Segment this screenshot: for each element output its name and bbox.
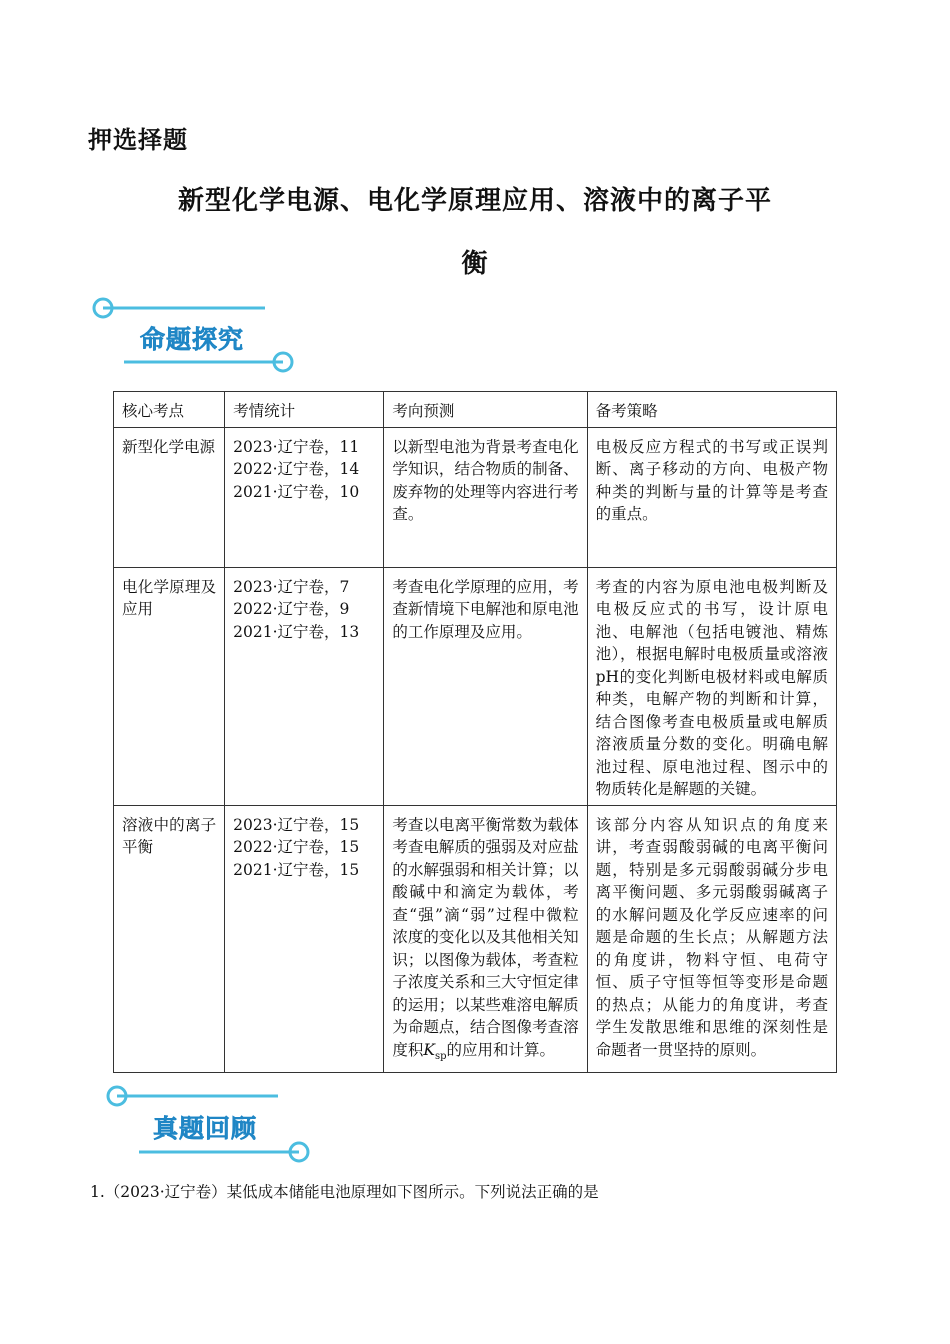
header-cell: 考情统计 [225, 392, 384, 428]
table-row [114, 805, 837, 1073]
banner-exploration [90, 292, 300, 378]
years-cell [225, 567, 384, 805]
exam-plan-table [113, 391, 837, 1073]
forecast-text-end: 的应用和计算。 [446, 1040, 556, 1059]
topic-cell: 电化学原理及应用 [114, 567, 225, 805]
forecast-cell [384, 805, 587, 1073]
year-entry: 2022·辽宁卷，14 [233, 460, 360, 478]
topic-cell: 新型化学电源 [114, 427, 225, 567]
banner-review [103, 1080, 318, 1166]
header-cell: 核心考点 [114, 392, 225, 428]
question-1: 1.（2023·辽宁卷）某低成本储能电池原理如下图所示。下列说法正确的是 [90, 1183, 599, 1201]
strategy-cell: 电极反应方程式的书写或正误判断、离子移动的方向、电极产物种类的判断与量的计算等是考查的重点。 [587, 427, 836, 567]
year-entry: 2022·辽宁卷，9 [233, 600, 350, 618]
year-entry: 2023·辽宁卷，11 [233, 437, 360, 456]
forecast-cell: 以新型电池为背景考查电化学知识，结合物质的制备、废弃物的处理等内容进行考查。 [384, 427, 587, 567]
strategy-cell: 该部分内容从知识点的角度来讲，考查弱酸弱碱的电离平衡问题，特别是多元弱酸弱碱分步电离平衡问题、多元弱酸弱碱离子的水解问题及化学反应速率的问题是命题的生长点；从解题方法的角度讲，物料守恒、电荷守恒、质子守恒等恒等变形是命题的热点；从能力的角度讲，考查学生发散思维和思维的深刻性是命题者一贯坚持的原则。 [587, 805, 836, 1073]
banner-exploration-label: 命题探究 [140, 325, 245, 354]
table-header-row [114, 392, 837, 428]
table-row [114, 567, 837, 805]
strategy-cell: 考查的内容为原电池电极判断及电极反应式的书写，设计原电池、电解池（包括电镀池、精炼池），根据电解时电极质量或溶液pH的变化判断电极材料或电解质种类，电解产物的判断和计算，结合图像考查电极质量或电解质溶液质量分数的变化。明确电解池过程、原电池过程、图示中的物质转化是解题的关键。 [587, 567, 836, 805]
table-row [114, 427, 837, 567]
years-cell [225, 427, 384, 567]
page-title-line1: 新型化学电源、电化学原理应用、溶液中的离子平 [177, 186, 772, 216]
year-entry: 2021·辽宁卷，10 [233, 482, 360, 501]
ksp-subscript: sp [434, 1050, 447, 1062]
forecast-text: 考查以电离平衡常数为载体考查电解质的强弱及对应盐的水解强弱和相关计算；以酸碱中和滴定为载体，考查“强”滴“弱”过程中微粒浓度的变化以及其他相关知识；以图像为载体，考查粒子浓度关系和三大守恒定律的运用；以某些难溶电解质为命题点，结合图像考查溶度积 [392, 815, 579, 1059]
year-entry: 2022·辽宁卷，15 [233, 838, 360, 856]
year-entry: 2023·辽宁卷，15 [233, 815, 360, 834]
banner-review-label: 真题回顾 [153, 1114, 258, 1143]
header-cell: 考向预测 [384, 392, 587, 428]
year-entry: 2023·辽宁卷，7 [233, 577, 350, 596]
page-title-line2: 衡 [461, 249, 489, 279]
header-cell: 备考策略 [587, 392, 836, 428]
year-entry: 2021·辽宁卷，13 [233, 622, 360, 641]
years-cell [225, 805, 384, 1073]
ksp-symbol: K [423, 1040, 435, 1059]
section-kicker: 押选择题 [88, 126, 188, 154]
topic-cell: 溶液中的离子平衡 [114, 805, 225, 1073]
year-entry: 2021·辽宁卷，15 [233, 860, 360, 879]
forecast-cell: 考查电化学原理的应用，考查新情境下电解池和原电池的工作原理及应用。 [384, 567, 587, 805]
